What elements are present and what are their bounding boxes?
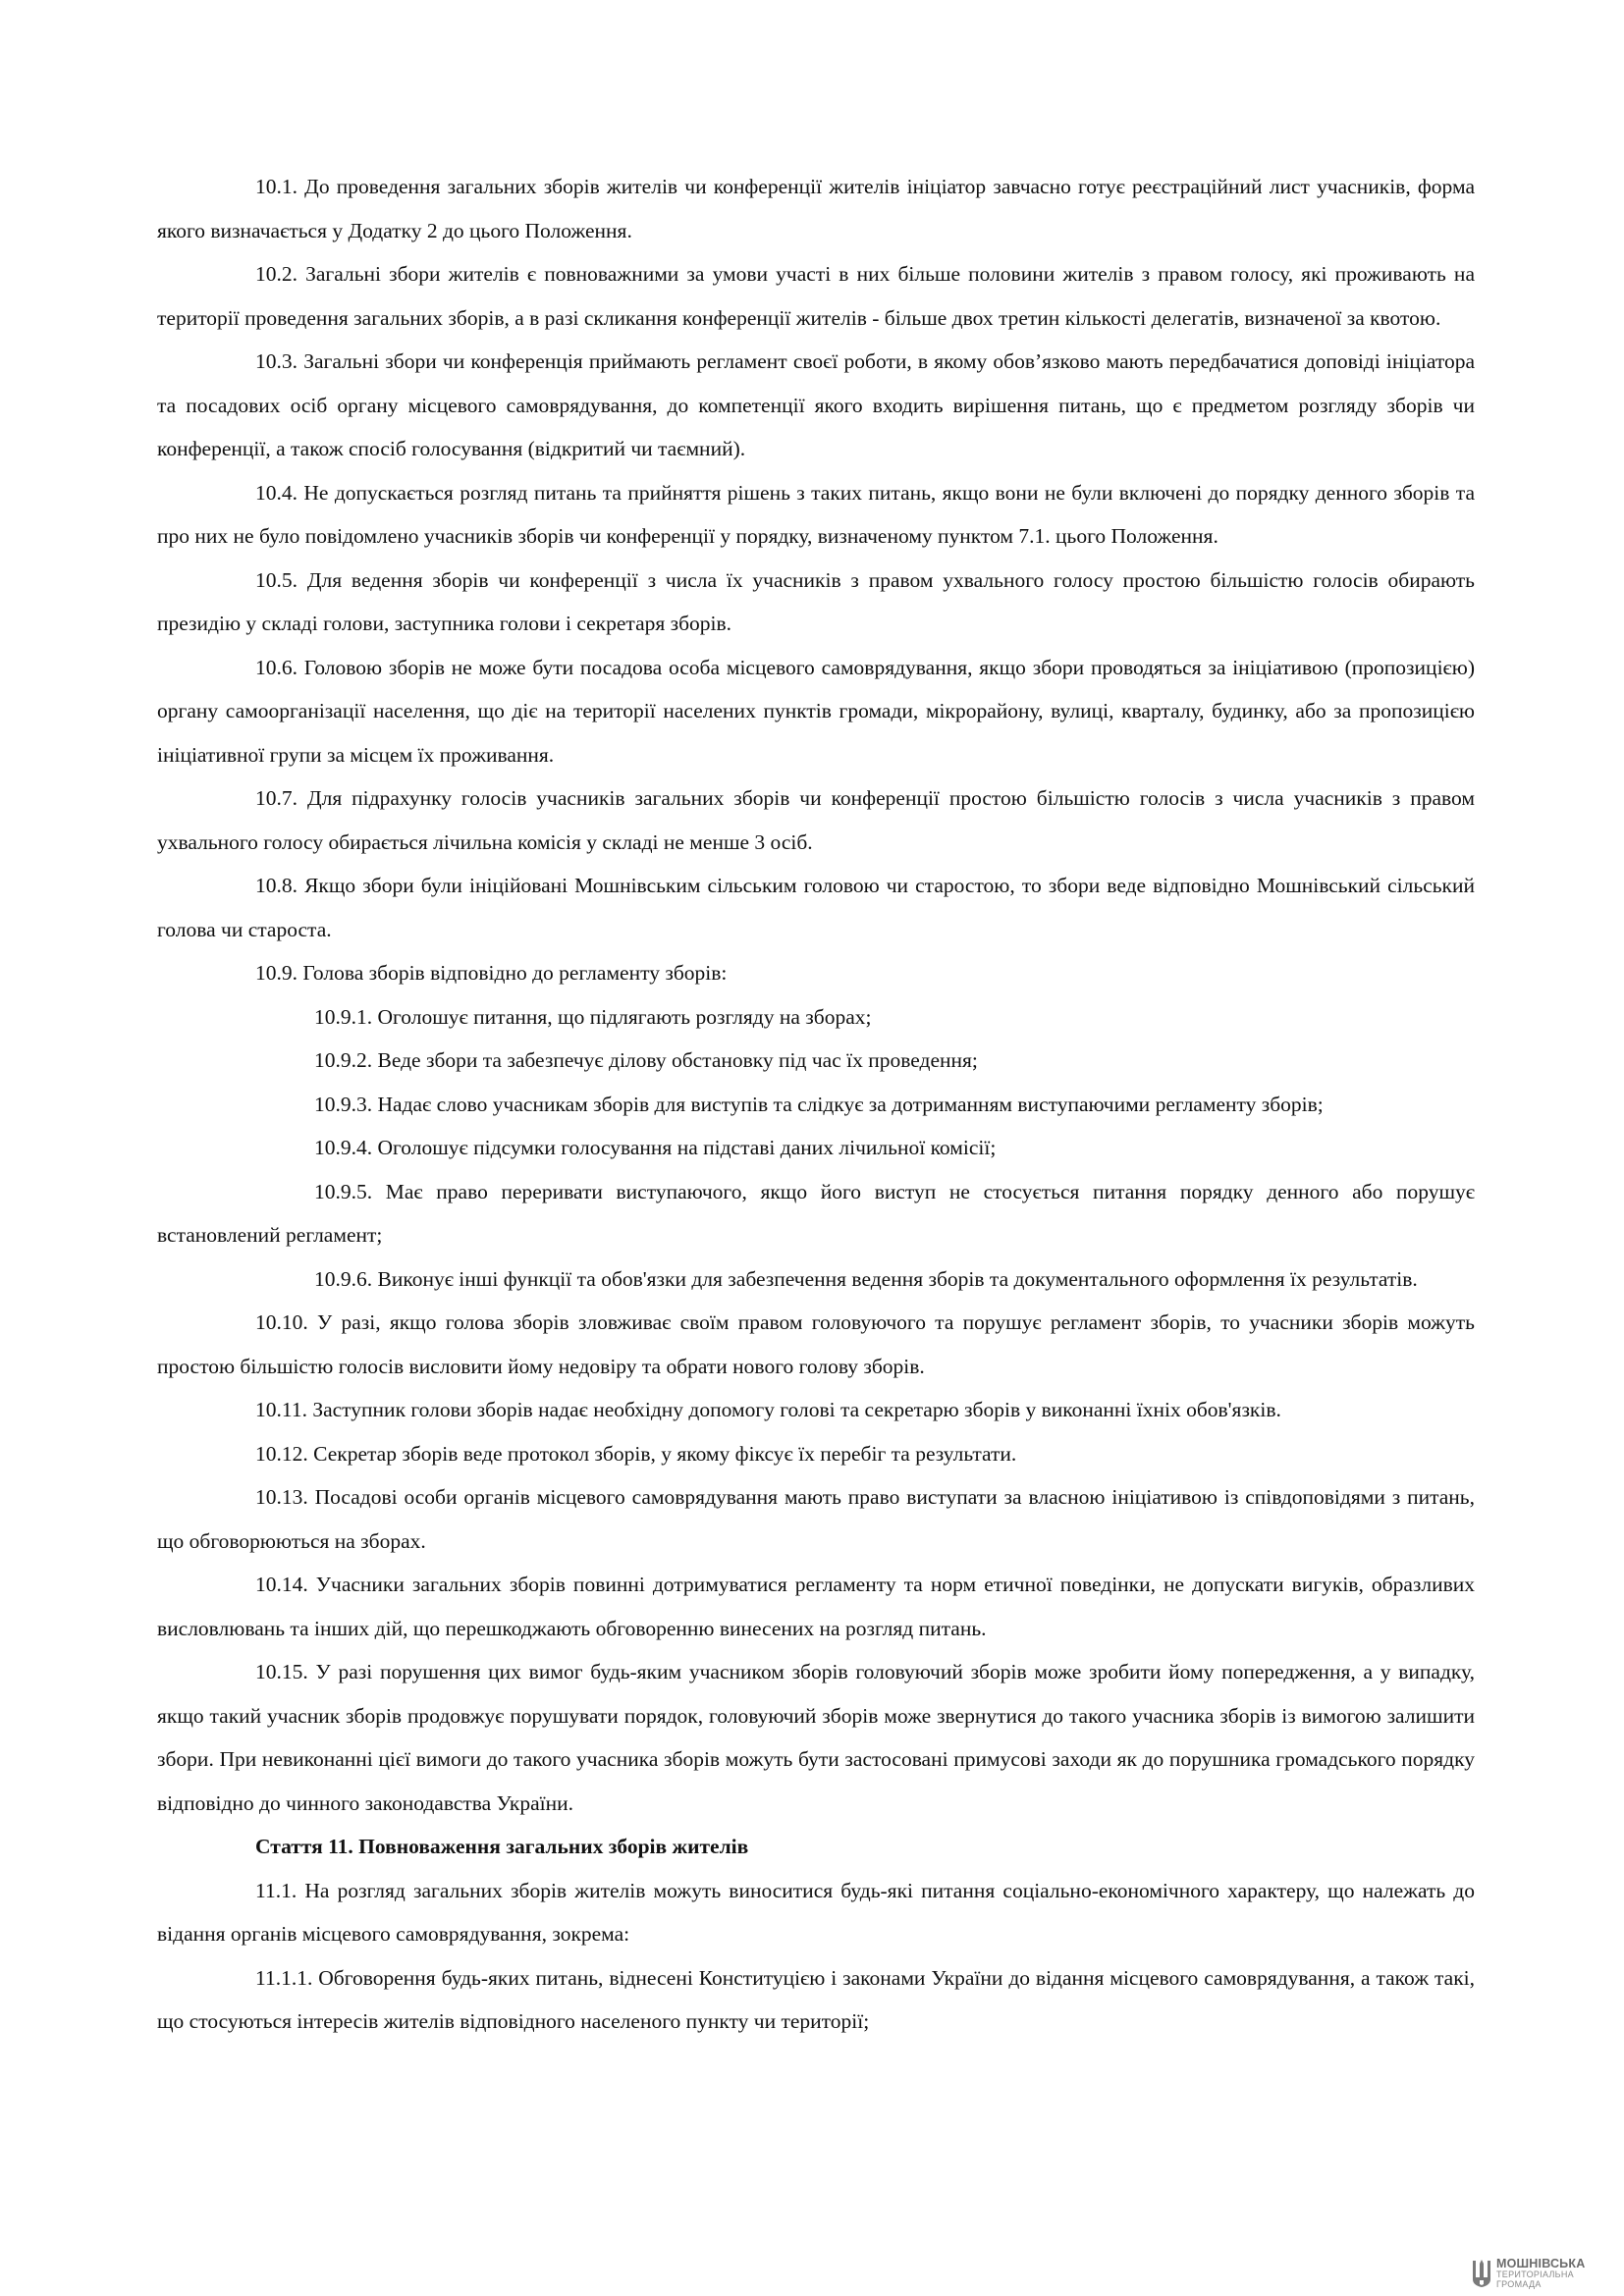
subitem-10-9-1: 10.9.1. Оголошує питання, що підлягають розгляду на зборах; [314,1004,872,1029]
paragraph-10-9: 10.9. Голова зборів відповідно до регламенту зборів: [255,961,728,985]
subitem-10-9-3: 10.9.3. Надає слово учасникам зборів для виступів та слідкує за дотриманням виступаючими регламенту зборів; [314,1092,1324,1116]
paragraph-10-8: 10.8. Якщо збори були ініційовані Мошнівським сільським головою чи старостою, то збори веде відповідно Мошнівський сільський голова чи староста. [157,874,1475,941]
trident-icon [1471,2258,1492,2289]
paragraph-10-13: 10.13. Посадові особи органів місцевого самоврядування мають право виступати за власною ініціативою із співдоповідями з питань, що обговорюються на зборах. [157,1485,1475,1553]
paragraph-10-3: 10.3. Загальні збори чи конференція приймають регламент своєї роботи, в якому обов’язково мають передбачатися доповіді ініціатора та посадових осіб органу місцевого самоврядування, до компетенції якого входить вирішення питань, що є предметом розгляду зборів чи конференції, а також спосіб голосування (відкритий чи таємний). [157,349,1475,460]
paragraph-11-1-1: 11.1.1. Обговорення будь-яких питань, віднесені Конституцією і законами України до відання місцевого самоврядування, а також такі, що стосуються інтересів жителів відповідного населеного пункту чи території; [157,1965,1475,2033]
subitem-10-9-5: 10.9.5. Має право переривати виступаючого, якщо його виступ не стосується питання порядку денного або порушує встановлений регламент; [157,1179,1475,1247]
article-11-heading: Стаття 11. Повноваження загальних зборів жителів [255,1835,749,1858]
paragraph-11-1: 11.1. На розгляд загальних зборів жителів можуть виноситися будь-які питання соціально-економічного характеру, що належать до відання органів місцевого самоврядування, зокрема: [157,1878,1475,1946]
logo-subtitle-2: ГРОМАДА [1496,2279,1542,2290]
paragraph-10-7: 10.7. Для підрахунку голосів учасників загальних зборів чи конференції простою більшістю голосів з числа учасників з правом ухвального голосу обирається лічильна комісія у складі не менше 3 осіб. [157,786,1475,854]
paragraph-10-5: 10.5. Для ведення зборів чи конференції з числа їх учасників з правом ухвального голосу простою більшістю голосів обирають президію у складі голови, заступника голови і секретаря зборів. [157,567,1475,635]
subitem-10-9-6: 10.9.6. Виконує інші функції та обов'язки для забезпечення ведення зборів та документального оформлення їх результатів. [314,1266,1418,1291]
paragraph-10-4: 10.4. Не допускається розгляд питань та прийняття рішень з таких питань, якщо вони не були включені до порядку денного зборів та про них не було повідомлено учасників зборів чи конференції у порядку, визначеному пунктом 7.1. цього Положення. [157,480,1475,548]
paragraph-10-2: 10.2. Загальні збори жителів є повноважними за умови участі в них більше половини жителів з правом голосу, які проживають на території проведення загальних зборів, а в разі скликання конференції жителів - більше двох третин кількості делегатів, визначеної за квотою. [157,262,1475,330]
paragraph-10-1: 10.1. До проведення загальних зборів жителів чи конференції жителів ініціатор завчасно готує реєстраційний лист учасників, форма якого визначається у Додатку 2 до цього Положення. [157,175,1475,242]
paragraph-10-14: 10.14. Учасники загальних зборів повинні дотримуватися регламенту та норм етичної поведінки, не допускати вигуків, образливих висловлювань та інших дій, що перешкоджають обговоренню винесених на розгляд питань. [157,1573,1475,1640]
logo-subtitle-1: ТЕРИТОРІАЛЬНА [1496,2269,1574,2280]
subitem-10-9-2: 10.9.2. Веде збори та забезпечує ділову обстановку під час їх проведення; [314,1048,978,1072]
paragraph-10-11: 10.11. Заступник голови зборів надає необхідну допомогу голові та секретарю зборів у виконанні їхніх обов'язків. [255,1398,1281,1421]
paragraph-10-10: 10.10. У разі, якщо голова зборів зловживає своїм правом головуючого та порушує регламент зборів, то учасники зборів можуть простою більшістю голосів висловити йому недовіру та обрати нового голову зборів. [157,1310,1475,1378]
paragraph-10-6: 10.6. Головою зборів не може бути посадова особа місцевого самоврядування, якщо збори проводяться за ініціативою (пропозицією) органу самоорганізації населення, що діє на території населених пунктів громади, мікрорайону, вулиці, кварталу, будинку, або за пропозицією ініціативної групи за місцем їх проживання. [157,655,1475,767]
paragraph-10-12: 10.12. Секретар зборів веде протокол зборів, у якому фіксує їх перебіг та результати. [255,1441,1017,1466]
document-page [157,165,1475,2044]
community-logo [1471,2254,1618,2293]
subitem-10-9-4: 10.9.4. Оголошує підсумки голосування на підставі даних лічильної комісії; [314,1136,997,1159]
paragraph-10-15: 10.15. У разі порушення цих вимог будь-яким учасником зборів головуючий зборів може зробити йому попередження, а у випадку, якщо такий учасник зборів продовжує порушувати порядок, головуючий зборів може звернутися до такого учасника зборів із вимогою залишити збори. При невиконанні цієї вимоги до такого учасника зборів можуть бути застосовані примусові заходи як до порушника громадського порядку відповідно до чинного законодавства України. [157,1660,1475,1815]
logo-title: МОШНІВСЬКА [1496,2256,1586,2270]
